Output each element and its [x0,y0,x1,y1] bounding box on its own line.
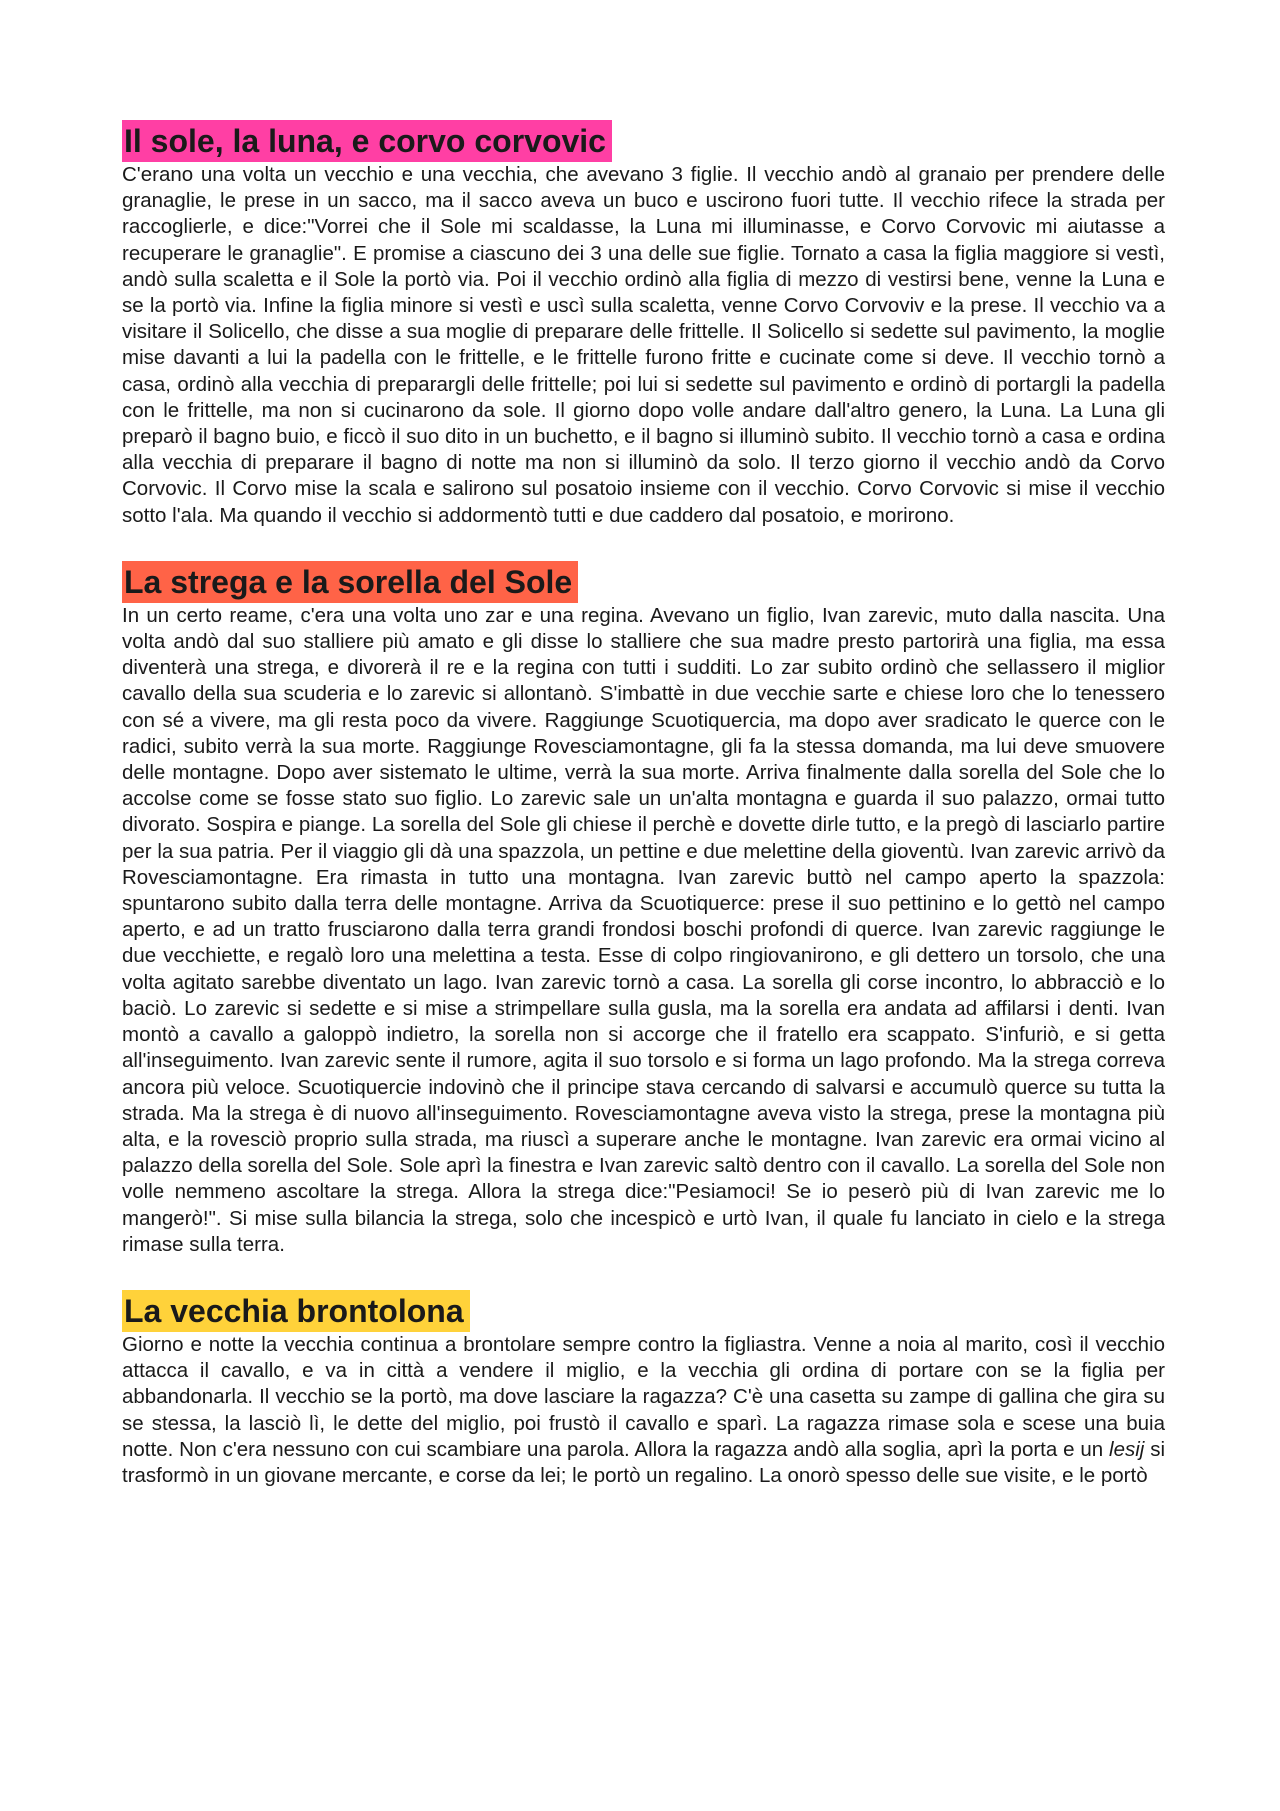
section-strega-sorella-sole [122,561,1165,1258]
section-body: In un certo reame, c'era una volta uno zar e una regina. Avevano un figlio, Ivan zarevic, muto dalla nascita. Una volta andò dal suo stalliere più amato e gli disse lo stalliere che sua madre presto partorirà una figlia, ma essa diventerà una strega, e divorerà il re e la regina con tutti i sudditi. Lo zar subito ordinò che sellassero il miglior cavallo della sua scuderia e lo zarevic si allontanò. S'imbattè in due vecchie sarte e chiese loro che lo tenessero con sé a vivere, ma gli resta poco da vivere. Raggiunge Scuotiquercia, ma dopo aver sradicato le querce con le radici, subito verrà la sua morte. Raggiunge Rovesciamontagne, gli fa la stessa domanda, ma lui deve smuovere delle montagne. Dopo aver sistemato le ultime, verrà la sua morte. Arriva finalmente dalla sorella del Sole che lo accolse come se fosse stato suo figlio. Lo zarevic sale un un'alta montagna e guarda il suo palazzo, ormai tutto divorato. Sospira e piange. La sorella del Sole gli chiese il perchè e dovette dirle tutto, e la pregò di lasciarlo partire per la sua patria. Per il viaggio gli dà una spazzola, un pettine e due melettine della gioventù. Ivan zarevic arrivò da Rovesciamontagne. Era rimasta in tutto una montagna. Ivan zarevic buttò nel campo aperto la spazzola: spuntarono subito dalla terra delle montagne. Arriva da Scuotiquerce: prese il suo pettinino e lo gettò nel campo aperto, e ad un tratto frusciarono dalla terra grandi frondosi boschi profondi di querce. Ivan zarevic raggiunge le due vecchiette, e regalò loro una melettina a testa. Esse di colpo ringiovanirono, e gli dettero un torsolo, che una volta agitato sarebbe diventato un lago. Ivan zarevic tornò a casa. La sorella gli corse incontro, lo abbracciò e lo baciò. Lo zarevic si sedette e si mise a strimpellare sulla gusla, ma la sorella era andata ad affilarsi i denti. Ivan montò a cavallo a galoppò indietro, la sorella non si accorge che il fratello era scappato. S'infuriò, e si getta all'inseguimento. Ivan zarevic sente il rumore, agita il suo torsolo e si forma un lago profondo. Ma la strega correva ancora più veloce. Scuotiquercie indovinò che il principe stava cercando di salvarsi e accumulò querce su tutta la strada. Ma la strega è di nuovo all'inseguimento. Rovesciamontagne aveva visto la strega, prese la montagna più alta, e la rovesciò proprio sulla strada, ma riuscì a superare anche le montagne. Ivan zarevic era ormai vicino al palazzo della sorella del Sole. Sole aprì la finestra e Ivan zarevic saltò dentro con il cavallo. La sorella del Sole non volle nemmeno ascoltare la strega. Allora la strega dice:"Pesiamoci! Se io peserò più di Ivan zarevic me lo mangerò!". Si mise sulla bilancia la strega, solo che incespicò e urtò Ivan, il quale fu lanciato in cielo e la strega rimase sulla terra. [122,603,1165,1256]
italic-word: lesij [1109,1437,1145,1461]
body-text-tail: si trasformò in un giovane mercante, e corse da lei; le portò un regalino. La onorò spesso delle sue visite, e le portò [122,1437,1165,1487]
section-body: C'erano una volta un vecchio e una vecchia, che avevano 3 figlie. Il vecchio andò al granaio per prendere delle granaglie, le prese in un sacco, ma il sacco aveva un buco e uscirono fuori tutte. Il vecchio rifece la strada per raccoglierle, e dice:"Vorrei che il Sole mi scaldasse, la Luna mi illuminasse, e Corvo Corvovic mi aiutasse a recuperare le granaglie". E promise a ciascuno dei 3 una delle sue figlie. Tornato a casa la figlia maggiore si vestì, andò sulla scaletta e il Sole la portò via. Poi il vecchio ordinò alla figlia di mezzo di vestirsi bene, venne la Luna e se la portò via. Infine la figlia minore si vestì e uscì sulla scaletta, venne Corvo Corvoviv e la prese. Il vecchio va a visitare il Solicello, che disse a sua moglie di preparare delle frittelle. Il Solicello si sedette sul pavimento, la moglie mise davanti a lui la padella con le frittelle, e le frittelle furono fritte e cucinate come si deve. Il vecchio tornò a casa, ordinò alla vecchia di preparargli delle frittelle; poi lui si sedette sul pavimento e ordinò di portargli la padella con le frittelle, ma non si cucinarono da sole. Il giorno dopo volle andare dall'altro genero, la Luna. La Luna gli preparò il bagno buio, e ficcò il suo dito in un buchetto, e il bagno si illuminò subito. Il vecchio tornò a casa e ordina alla vecchia di preparare il bagno di notte ma non si illuminò da solo. Il terzo giorno il vecchio andò da Corvo Corvovic. Il Corvo mise la scala e salirono sul posatoio insieme con il vecchio. Corvo Corvovic si mise il vecchio sotto l'ala. Ma quando il vecchio si addormentò tutti e due caddero dal posatoio, e morirono. [122,163,1165,527]
section-title: La strega e la sorella del Sole [122,561,578,603]
section-vecchia-brontolona [122,1290,1165,1489]
section-title: La vecchia brontolona [122,1290,470,1332]
document-page [122,120,1165,1521]
body-text: Giorno e notte la vecchia continua a brontolare sempre contro la figliastra. Venne a noia al marito, così il vecchio attacca il cavallo, e va in città a vendere il miglio, e la vecchia gli ordina di portare con se la figlia per abbandonarla. Il vecchio se la portò, ma dove lasciare la ragazza? C'è una casetta su zampe di gallina che gira su se stessa, la lasciò lì, le dette del miglio, poi frustò il cavallo e sparì. La ragazza rimase sola e scese una buia notte. Non c'era nessuno con cui scambiare una parola. Allora la ragazza andò alla soglia, aprì la porta e un [122,1332,1165,1461]
section-body [122,1332,1165,1489]
section-title: Il sole, la luna, e corvo corvovic [122,120,612,162]
section-sole-luna-corvo [122,120,1165,529]
